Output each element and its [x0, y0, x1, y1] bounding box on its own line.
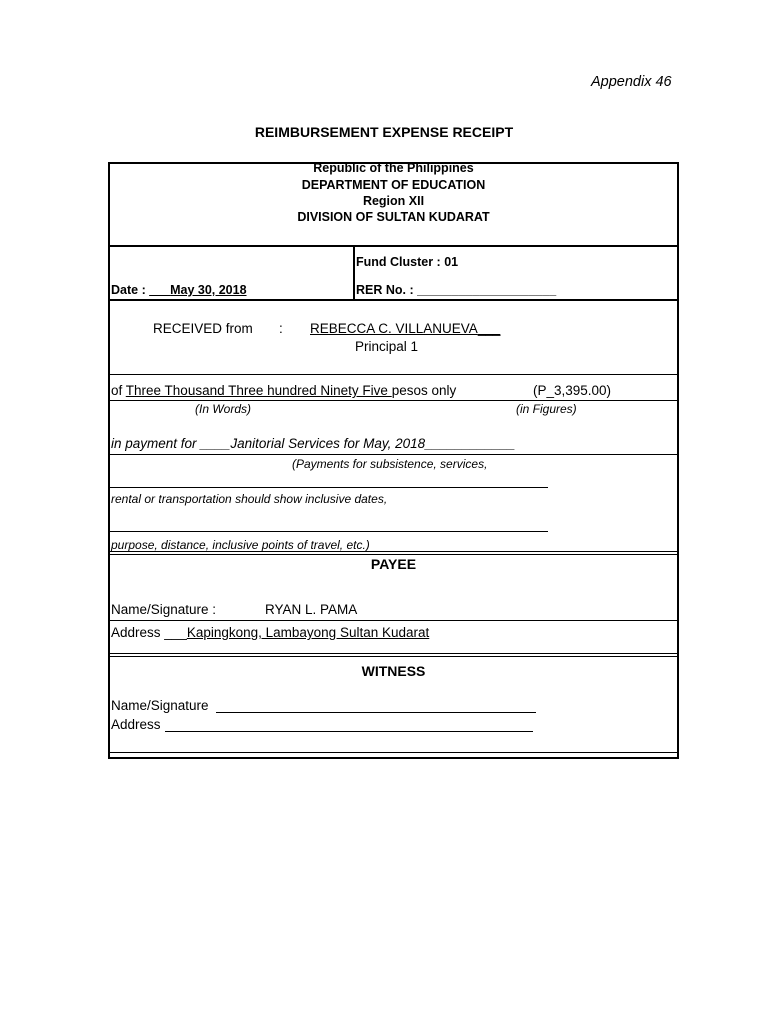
payee-name-divider [108, 620, 679, 621]
division-line: DIVISION OF SULTAN KUDARAT [297, 210, 490, 224]
date-row-divider [108, 299, 679, 301]
received-name: REBECCA C. VILLANUEVA [310, 321, 478, 336]
appendix-label: Appendix 46 [591, 74, 672, 90]
payment-blank-line-1 [110, 487, 548, 488]
payment-note-3: purpose, distance, inclusive points of travel, etc.) [111, 538, 370, 552]
payment-divider [108, 454, 679, 455]
witness-top-divider [108, 653, 679, 657]
department-line: DEPARTMENT OF EDUCATION [301, 178, 486, 192]
fund-cluster-field [356, 255, 458, 269]
witness-bottom-inner-line [108, 752, 679, 753]
fund-cluster-value: 01 [444, 255, 459, 269]
payee-name-label: Name/Signature : [111, 602, 217, 617]
received-name-tail: ___ [477, 321, 501, 336]
date-value: May 30, 2018 [170, 283, 247, 297]
payment-suffix: ____________ [425, 436, 516, 451]
received-from-label: RECEIVED from [153, 321, 253, 336]
form-right-border [677, 162, 679, 759]
payment-blank-line-2 [110, 531, 548, 532]
date-prefix: ___ [149, 283, 171, 297]
date-label: Date : [111, 283, 146, 297]
received-position: Principal 1 [355, 339, 419, 354]
received-divider [108, 374, 679, 375]
received-name-field [310, 321, 500, 336]
payment-prefix: ____ [200, 436, 231, 451]
payee-address-prefix: ___ [164, 625, 187, 640]
rer-number-field [356, 283, 556, 297]
amount-divider [108, 400, 679, 401]
document-title: REIMBURSEMENT EXPENSE RECEIPT [254, 124, 514, 140]
pesos-only-label: pesos only [391, 383, 457, 398]
payment-note-1: (Payments for subsistence, services, [292, 457, 488, 471]
witness-address-label: Address [111, 717, 161, 732]
form-bottom-border [108, 757, 679, 759]
header-divider [108, 245, 679, 247]
payment-value: Janitorial Services for May, 2018 [230, 436, 426, 451]
amount-of-label: of [111, 383, 123, 398]
fund-cluster-label: Fund Cluster : [356, 255, 441, 269]
rer-label: RER No. : [356, 283, 414, 297]
payee-top-divider [108, 551, 679, 555]
witness-heading: WITNESS [361, 663, 426, 679]
witness-name-label: Name/Signature [111, 698, 209, 713]
in-figures-caption: (in Figures) [516, 402, 577, 416]
republic-line: Republic of the Philippines [313, 161, 474, 175]
amount-in-words: Three Thousand Three hundred Ninety Five [125, 383, 392, 398]
payee-address-value: Kapingkong, Lambayong Sultan Kudarat [186, 625, 430, 640]
payment-field [111, 436, 515, 451]
date-fund-divider [353, 245, 355, 300]
payee-heading: PAYEE [370, 556, 417, 572]
date-field [111, 283, 247, 297]
payee-name-value: RYAN L. PAMA [265, 602, 358, 617]
received-colon: : [279, 321, 283, 336]
payment-label: in payment for [111, 436, 197, 451]
region-line: Region XII [362, 194, 425, 208]
amount-words-field [111, 383, 456, 398]
amount-in-figures: (P_3,395.00) [533, 383, 612, 398]
payee-address-field [111, 625, 429, 640]
payment-note-2: rental or transportation should show inclusive dates, [111, 492, 388, 506]
rer-value: ____________________ [417, 283, 557, 297]
in-words-caption: (In Words) [195, 402, 252, 416]
witness-name-line [216, 712, 536, 713]
witness-address-line [165, 731, 533, 732]
payee-address-label: Address [111, 625, 161, 640]
